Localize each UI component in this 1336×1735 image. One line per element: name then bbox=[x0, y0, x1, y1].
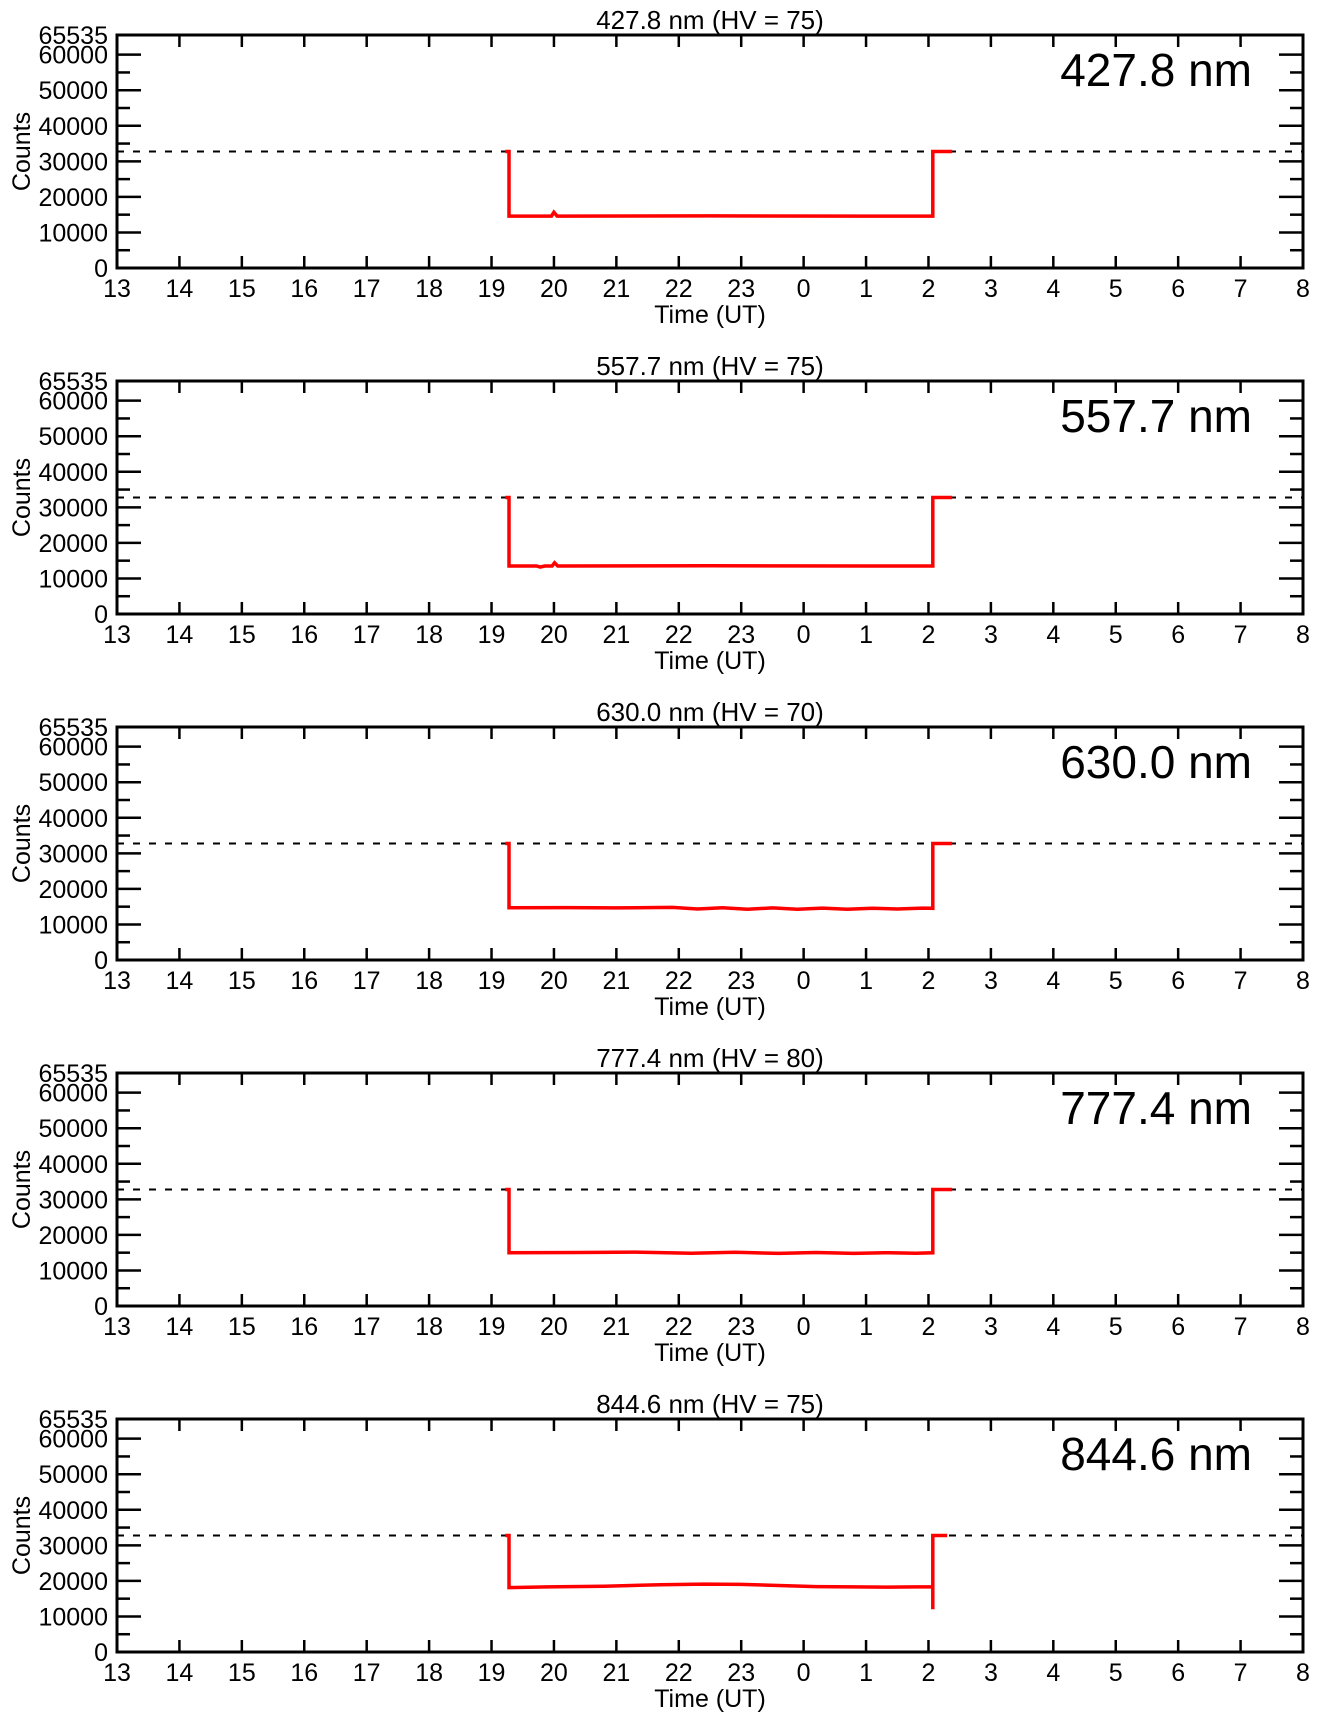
x-tick-label: 7 bbox=[1233, 1313, 1248, 1341]
x-tick-label: 8 bbox=[1296, 621, 1310, 649]
y-tick-label: 20000 bbox=[38, 529, 108, 558]
chart-panel bbox=[0, 1038, 1336, 1384]
x-tick-label: 17 bbox=[352, 621, 381, 649]
x-tick-label: 2 bbox=[921, 621, 936, 649]
y-tick-label: 40000 bbox=[38, 112, 108, 141]
x-tick-label: 1 bbox=[859, 1313, 874, 1341]
y-axis-title: Counts bbox=[8, 1149, 36, 1230]
y-axis-title: Counts bbox=[8, 803, 36, 884]
x-tick-label: 19 bbox=[477, 621, 506, 649]
x-tick-label: 16 bbox=[290, 967, 319, 995]
x-tick-label: 16 bbox=[290, 621, 319, 649]
x-tick-label: 16 bbox=[290, 275, 319, 303]
x-tick-label: 5 bbox=[1108, 1313, 1123, 1341]
x-tick-label: 13 bbox=[103, 1659, 131, 1687]
y-tick-label: 60000 bbox=[38, 1079, 108, 1108]
data-line bbox=[505, 1536, 947, 1610]
x-tick-label: 5 bbox=[1108, 1659, 1123, 1687]
x-tick-label: 0 bbox=[796, 621, 811, 649]
x-tick-label: 21 bbox=[602, 1659, 631, 1687]
x-tick-label: 17 bbox=[352, 967, 381, 995]
x-tick-label: 6 bbox=[1171, 1659, 1186, 1687]
x-tick-label: 0 bbox=[796, 967, 811, 995]
x-tick-label: 21 bbox=[602, 1313, 631, 1341]
x-tick-label: 1 bbox=[859, 1659, 874, 1687]
y-tick-label: 60000 bbox=[38, 1425, 108, 1454]
y-tick-label: 50000 bbox=[38, 769, 108, 798]
chart-svg bbox=[0, 346, 1336, 692]
chart-title: 844.6 nm (HV = 75) bbox=[596, 1389, 824, 1419]
y-tick-label: 30000 bbox=[38, 840, 108, 869]
data-line bbox=[505, 498, 952, 568]
chart-panel bbox=[0, 1384, 1336, 1730]
x-tick-label: 21 bbox=[602, 967, 631, 995]
y-tick-label: 20000 bbox=[38, 875, 108, 904]
x-tick-label: 22 bbox=[664, 967, 693, 995]
x-tick-label: 7 bbox=[1233, 621, 1248, 649]
wavelength-label: 557.7 nm bbox=[1060, 390, 1252, 442]
y-tick-label: 20000 bbox=[38, 1567, 108, 1596]
x-axis-title: Time (UT) bbox=[654, 1339, 766, 1367]
y-tick-label: 0 bbox=[94, 601, 108, 629]
chart-panel bbox=[0, 692, 1336, 1038]
x-tick-label: 20 bbox=[540, 1659, 568, 1687]
x-tick-label: 4 bbox=[1046, 967, 1061, 995]
x-tick-label: 13 bbox=[103, 621, 131, 649]
x-tick-label: 5 bbox=[1108, 275, 1123, 303]
chart-svg bbox=[0, 1038, 1336, 1384]
wavelength-label: 630.0 nm bbox=[1060, 736, 1252, 788]
x-tick-label: 19 bbox=[477, 1659, 506, 1687]
x-tick-label: 8 bbox=[1296, 967, 1310, 995]
x-tick-label: 18 bbox=[415, 621, 444, 649]
data-line bbox=[505, 152, 952, 217]
x-tick-label: 4 bbox=[1046, 1313, 1061, 1341]
x-tick-label: 3 bbox=[983, 1659, 998, 1687]
x-tick-label: 14 bbox=[165, 275, 194, 303]
x-tick-label: 23 bbox=[727, 967, 756, 995]
x-tick-label: 22 bbox=[664, 275, 693, 303]
x-axis-title: Time (UT) bbox=[654, 301, 766, 329]
x-tick-label: 16 bbox=[290, 1659, 319, 1687]
x-tick-label: 22 bbox=[664, 621, 693, 649]
x-tick-label: 18 bbox=[415, 967, 444, 995]
x-tick-label: 22 bbox=[664, 1313, 693, 1341]
x-tick-label: 23 bbox=[727, 1659, 756, 1687]
y-tick-label: 40000 bbox=[38, 1150, 108, 1179]
y-tick-label: 40000 bbox=[38, 1496, 108, 1525]
y-tick-label: 60000 bbox=[38, 41, 108, 70]
wavelength-label: 777.4 nm bbox=[1060, 1082, 1252, 1134]
x-tick-label: 21 bbox=[602, 275, 631, 303]
y-axis-title: Counts bbox=[8, 457, 36, 538]
x-tick-label: 14 bbox=[165, 621, 194, 649]
x-tick-label: 15 bbox=[227, 621, 256, 649]
wavelength-label: 844.6 nm bbox=[1060, 1428, 1252, 1480]
x-tick-label: 0 bbox=[796, 1313, 811, 1341]
x-tick-label: 4 bbox=[1046, 621, 1061, 649]
x-tick-label: 13 bbox=[103, 275, 131, 303]
x-tick-label: 19 bbox=[477, 1313, 506, 1341]
x-axis-title: Time (UT) bbox=[654, 1685, 766, 1713]
x-tick-label: 7 bbox=[1233, 1659, 1248, 1687]
x-axis-title: Time (UT) bbox=[654, 993, 766, 1021]
x-tick-label: 19 bbox=[477, 275, 506, 303]
x-tick-label: 6 bbox=[1171, 621, 1186, 649]
y-tick-label: 30000 bbox=[38, 1532, 108, 1561]
x-tick-label: 18 bbox=[415, 1659, 444, 1687]
x-tick-label: 6 bbox=[1171, 967, 1186, 995]
y-tick-label: 10000 bbox=[38, 219, 108, 248]
x-tick-label: 5 bbox=[1108, 621, 1123, 649]
y-axis-title: Counts bbox=[8, 111, 36, 192]
x-tick-label: 3 bbox=[983, 1313, 998, 1341]
x-tick-label: 23 bbox=[727, 621, 756, 649]
chart-title: 557.7 nm (HV = 75) bbox=[596, 351, 824, 381]
x-tick-label: 17 bbox=[352, 1659, 381, 1687]
x-tick-label: 7 bbox=[1233, 967, 1248, 995]
x-tick-label: 8 bbox=[1296, 275, 1310, 303]
chart-panel bbox=[0, 346, 1336, 692]
x-tick-label: 13 bbox=[103, 967, 131, 995]
y-tick-label: 10000 bbox=[38, 1257, 108, 1286]
y-tick-label: 30000 bbox=[38, 1186, 108, 1215]
x-tick-label: 3 bbox=[983, 967, 998, 995]
y-tick-label: 30000 bbox=[38, 494, 108, 523]
x-tick-label: 1 bbox=[859, 967, 874, 995]
x-tick-label: 23 bbox=[727, 1313, 756, 1341]
wavelength-label: 427.8 nm bbox=[1060, 44, 1252, 96]
chart-svg bbox=[0, 692, 1336, 1038]
x-tick-label: 20 bbox=[540, 967, 568, 995]
x-tick-label: 8 bbox=[1296, 1659, 1310, 1687]
x-tick-label: 15 bbox=[227, 1659, 256, 1687]
x-tick-label: 8 bbox=[1296, 1313, 1310, 1341]
x-tick-label: 2 bbox=[921, 1659, 936, 1687]
chart-title: 427.8 nm (HV = 75) bbox=[596, 5, 824, 35]
y-tick-label: 0 bbox=[94, 1293, 108, 1321]
x-axis-title: Time (UT) bbox=[654, 647, 766, 675]
y-tick-label: 50000 bbox=[38, 1461, 108, 1490]
y-tick-label: 20000 bbox=[38, 1221, 108, 1250]
x-tick-label: 0 bbox=[796, 275, 811, 303]
y-tick-label: 65535 bbox=[38, 22, 108, 50]
x-tick-label: 7 bbox=[1233, 275, 1248, 303]
chart-title: 630.0 nm (HV = 70) bbox=[596, 697, 824, 727]
y-tick-label: 30000 bbox=[38, 148, 108, 177]
x-tick-label: 6 bbox=[1171, 1313, 1186, 1341]
y-tick-label: 65535 bbox=[38, 368, 108, 396]
chart-panel bbox=[0, 0, 1336, 346]
y-tick-label: 50000 bbox=[38, 423, 108, 452]
y-tick-label: 40000 bbox=[38, 458, 108, 487]
x-tick-label: 23 bbox=[727, 275, 756, 303]
x-tick-label: 13 bbox=[103, 1313, 131, 1341]
y-tick-label: 50000 bbox=[38, 1115, 108, 1144]
x-tick-label: 15 bbox=[227, 1313, 256, 1341]
y-tick-label: 60000 bbox=[38, 387, 108, 416]
x-tick-label: 3 bbox=[983, 275, 998, 303]
x-tick-label: 14 bbox=[165, 967, 194, 995]
y-tick-label: 10000 bbox=[38, 565, 108, 594]
x-tick-label: 17 bbox=[352, 1313, 381, 1341]
x-tick-label: 18 bbox=[415, 1313, 444, 1341]
chart-svg bbox=[0, 1384, 1336, 1730]
y-tick-label: 65535 bbox=[38, 714, 108, 742]
y-tick-label: 40000 bbox=[38, 804, 108, 833]
x-tick-label: 6 bbox=[1171, 275, 1186, 303]
x-tick-label: 16 bbox=[290, 1313, 319, 1341]
x-tick-label: 21 bbox=[602, 621, 631, 649]
x-tick-label: 20 bbox=[540, 275, 568, 303]
x-tick-label: 20 bbox=[540, 621, 568, 649]
x-tick-label: 22 bbox=[664, 1659, 693, 1687]
x-tick-label: 2 bbox=[921, 275, 936, 303]
chart-svg bbox=[0, 0, 1336, 346]
x-tick-label: 19 bbox=[477, 967, 506, 995]
x-tick-label: 4 bbox=[1046, 275, 1061, 303]
x-tick-label: 14 bbox=[165, 1659, 194, 1687]
x-tick-label: 17 bbox=[352, 275, 381, 303]
x-tick-label: 3 bbox=[983, 621, 998, 649]
x-tick-label: 20 bbox=[540, 1313, 568, 1341]
x-tick-label: 1 bbox=[859, 621, 874, 649]
x-tick-label: 5 bbox=[1108, 967, 1123, 995]
x-tick-label: 15 bbox=[227, 967, 256, 995]
y-tick-label: 65535 bbox=[38, 1060, 108, 1088]
y-tick-label: 60000 bbox=[38, 733, 108, 762]
x-tick-label: 1 bbox=[859, 275, 874, 303]
y-axis-title: Counts bbox=[8, 1495, 36, 1576]
x-tick-label: 15 bbox=[227, 275, 256, 303]
y-tick-label: 50000 bbox=[38, 77, 108, 106]
x-tick-label: 4 bbox=[1046, 1659, 1061, 1687]
chart-title: 777.4 nm (HV = 80) bbox=[596, 1043, 824, 1073]
y-tick-label: 0 bbox=[94, 947, 108, 975]
y-tick-label: 10000 bbox=[38, 911, 108, 940]
x-tick-label: 0 bbox=[796, 1659, 811, 1687]
y-tick-label: 0 bbox=[94, 1639, 108, 1667]
x-tick-label: 2 bbox=[921, 1313, 936, 1341]
x-tick-label: 14 bbox=[165, 1313, 194, 1341]
y-tick-label: 65535 bbox=[38, 1406, 108, 1434]
y-tick-label: 0 bbox=[94, 255, 108, 283]
data-line bbox=[505, 1190, 952, 1254]
x-tick-label: 2 bbox=[921, 967, 936, 995]
x-tick-label: 18 bbox=[415, 275, 444, 303]
y-tick-label: 10000 bbox=[38, 1603, 108, 1632]
y-tick-label: 20000 bbox=[38, 183, 108, 212]
data-line bbox=[505, 844, 952, 910]
